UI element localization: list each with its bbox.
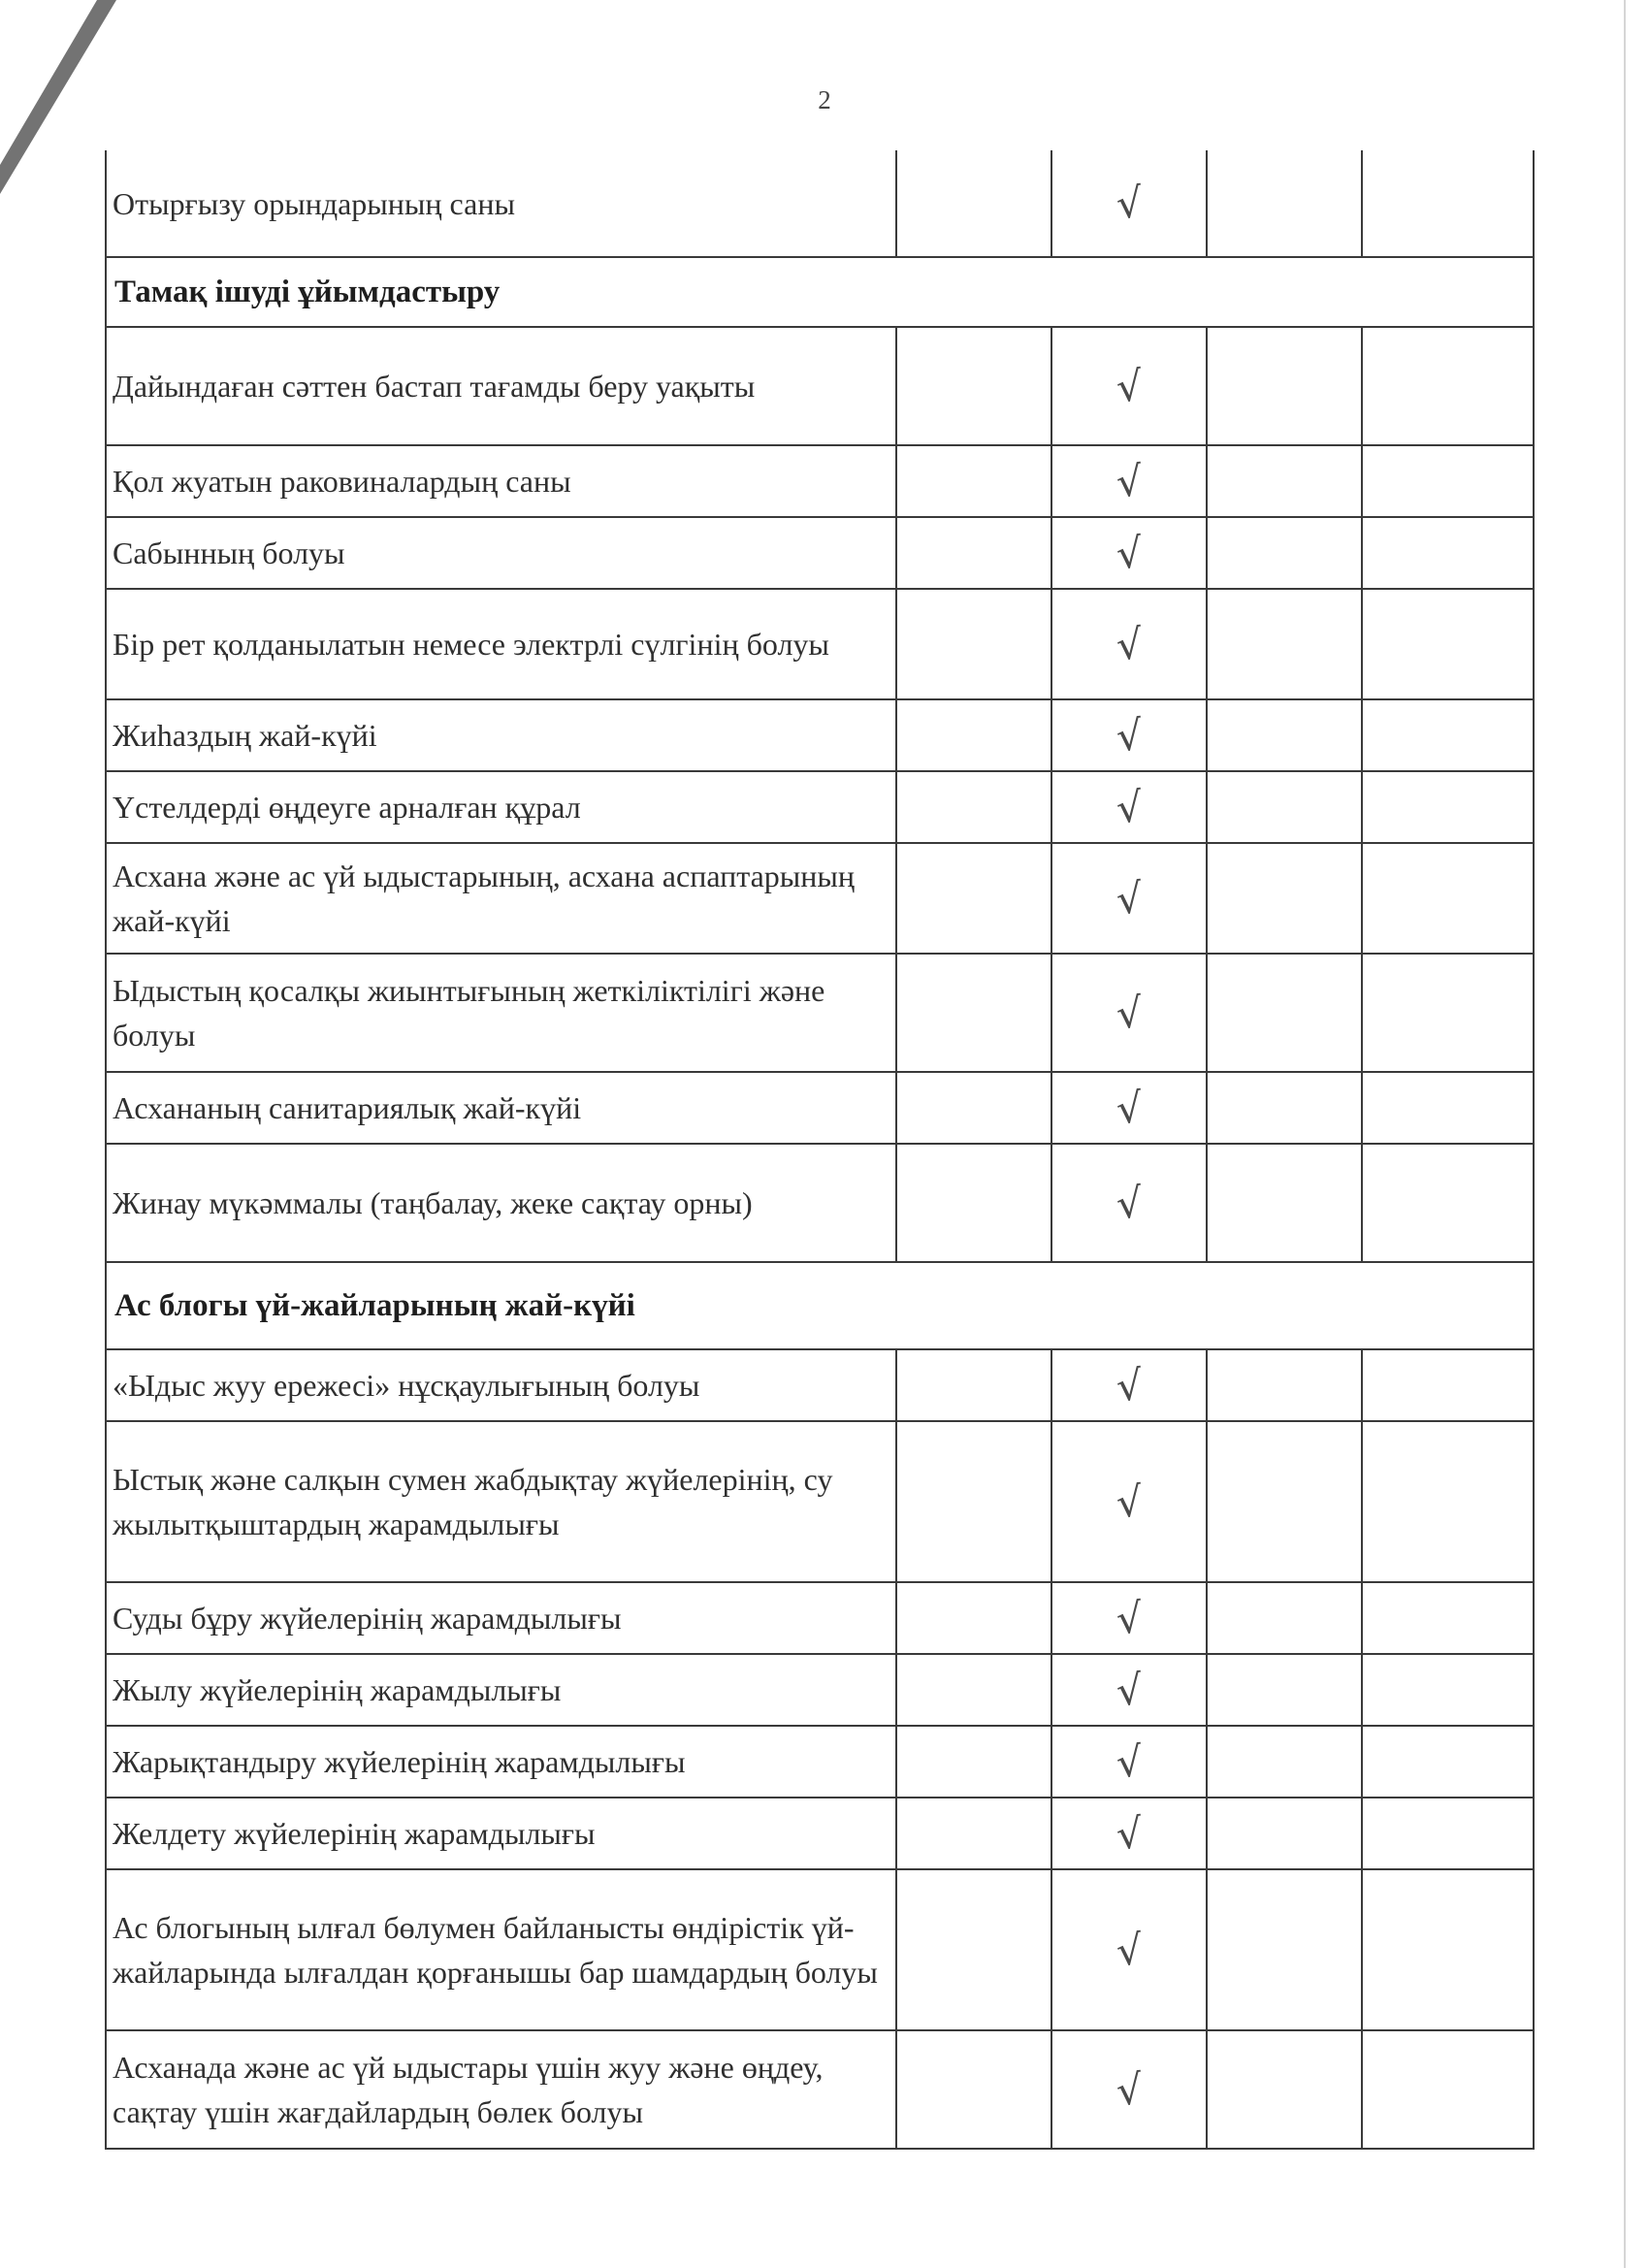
mark-cell-1: [896, 589, 1051, 699]
table-row: [106, 327, 1534, 445]
mark-cell-2: [1051, 327, 1207, 445]
check-mark-icon: √: [1114, 873, 1145, 923]
mark-cell-2: [1051, 1582, 1207, 1654]
mark-cell-2: [1051, 1654, 1207, 1726]
mark-cell-1: [896, 517, 1051, 589]
item-label: Жылу жүйелерінің жарамдылығы: [106, 1654, 896, 1726]
check-mark-icon: √: [1114, 1925, 1145, 1975]
mark-cell-3: [1207, 1654, 1362, 1726]
check-mark-icon: √: [1114, 456, 1145, 506]
check-mark-icon: √: [1114, 2064, 1145, 2115]
check-mark-icon: √: [1114, 528, 1145, 578]
mark-cell-2: [1051, 1726, 1207, 1798]
check-mark-icon: √: [1114, 1808, 1145, 1859]
mark-cell-3: [1207, 1144, 1362, 1262]
mark-cell-3: [1207, 327, 1362, 445]
mark-cell-1: [896, 843, 1051, 954]
item-label: Үстелдерді өңдеуге арналған құрал: [106, 771, 896, 843]
table-row: [106, 589, 1534, 699]
table-row: [106, 1072, 1534, 1144]
item-label: «Ыдыс жуу ережесі» нұсқаулығының болуы: [106, 1349, 896, 1421]
mark-cell-3: [1207, 954, 1362, 1072]
mark-cell-3: [1207, 1349, 1362, 1421]
item-label: Асханада және ас үй ыдыстары үшін жуу және өңдеу, сақтау үшін жағдайлардың бөлек болуы: [106, 2030, 896, 2149]
page-number: 2: [818, 85, 831, 114]
mark-cell-3: [1207, 2030, 1362, 2149]
mark-cell-4: [1362, 1582, 1534, 1654]
mark-cell-2: [1051, 1798, 1207, 1869]
mark-cell-2: [1051, 445, 1207, 517]
table-row: [106, 150, 1534, 257]
mark-cell-1: [896, 1654, 1051, 1726]
mark-cell-4: [1362, 1349, 1534, 1421]
mark-cell-2: [1051, 517, 1207, 589]
mark-cell-4: [1362, 589, 1534, 699]
item-label: Ыдыстың қосалқы жиынтығының жеткіліктілігі және болуы: [106, 954, 896, 1072]
table-row: [106, 1144, 1534, 1262]
checklist-table: [105, 150, 1535, 2150]
check-mark-icon: √: [1114, 1593, 1145, 1643]
item-label: Қол жуатын раковиналардың саны: [106, 445, 896, 517]
mark-cell-3: [1207, 1072, 1362, 1144]
table-row: [106, 843, 1534, 954]
item-label: Суды бұру жүйелерінің жарамдылығы: [106, 1582, 896, 1654]
mark-cell-3: [1207, 445, 1362, 517]
mark-cell-1: [896, 327, 1051, 445]
mark-cell-3: [1207, 1421, 1362, 1582]
check-mark-icon: √: [1114, 619, 1145, 669]
item-label: Сабынның болуы: [106, 517, 896, 589]
check-mark-icon: √: [1114, 988, 1145, 1038]
checklist-body: [106, 150, 1534, 2149]
check-mark-icon: √: [1114, 1178, 1145, 1228]
mark-cell-1: [896, 1582, 1051, 1654]
item-label: Жарықтандыру жүйелерінің жарамдылығы: [106, 1726, 896, 1798]
check-mark-icon: √: [1114, 1083, 1145, 1133]
table-row: [106, 1654, 1534, 1726]
mark-cell-2: [1051, 589, 1207, 699]
mark-cell-1: [896, 954, 1051, 1072]
mark-cell-3: [1207, 150, 1362, 257]
mark-cell-3: [1207, 843, 1362, 954]
mark-cell-1: [896, 699, 1051, 771]
mark-cell-4: [1362, 699, 1534, 771]
item-label: Асхана және ас үй ыдыстарының, асхана аспаптарының жай-күйі: [106, 843, 896, 954]
check-mark-icon: √: [1114, 1665, 1145, 1715]
mark-cell-2: [1051, 1144, 1207, 1262]
mark-cell-2: [1051, 771, 1207, 843]
check-mark-icon: √: [1114, 1476, 1145, 1527]
table-row: [106, 1798, 1534, 1869]
section-heading: Тамақ ішуді ұйымдастыру: [106, 257, 1534, 327]
item-label: Жинау мүкәммалы (таңбалау, жеке сақтау орны): [106, 1144, 896, 1262]
section-row: [106, 257, 1534, 327]
table-row: [106, 771, 1534, 843]
table-row: [106, 2030, 1534, 2149]
mark-cell-4: [1362, 517, 1534, 589]
section-heading: Ас блогы үй-жайларының жай-күйі: [106, 1262, 1534, 1349]
mark-cell-1: [896, 1144, 1051, 1262]
mark-cell-4: [1362, 954, 1534, 1072]
check-mark-icon: √: [1114, 710, 1145, 761]
mark-cell-2: [1051, 843, 1207, 954]
mark-cell-3: [1207, 1869, 1362, 2030]
mark-cell-4: [1362, 1869, 1534, 2030]
mark-cell-4: [1362, 771, 1534, 843]
mark-cell-1: [896, 1349, 1051, 1421]
mark-cell-4: [1362, 2030, 1534, 2149]
section-row: [106, 1262, 1534, 1349]
table-row: [106, 517, 1534, 589]
mark-cell-4: [1362, 150, 1534, 257]
item-label: Ыстық және салқын сумен жабдықтау жүйелерінің, су жылытқыштардың жарамдылығы: [106, 1421, 896, 1582]
mark-cell-4: [1362, 1726, 1534, 1798]
mark-cell-2: [1051, 954, 1207, 1072]
mark-cell-3: [1207, 517, 1362, 589]
scan-page-edge: [1624, 0, 1626, 2268]
item-label: Желдету жүйелерінің жарамдылығы: [106, 1798, 896, 1869]
mark-cell-1: [896, 1726, 1051, 1798]
mark-cell-4: [1362, 445, 1534, 517]
mark-cell-3: [1207, 1798, 1362, 1869]
table-row: [106, 1349, 1534, 1421]
item-label: Жиһаздың жай-күйі: [106, 699, 896, 771]
mark-cell-3: [1207, 771, 1362, 843]
mark-cell-2: [1051, 1869, 1207, 2030]
mark-cell-4: [1362, 1421, 1534, 1582]
table-row: [106, 445, 1534, 517]
item-label: Асхананың санитариялық жай-күйі: [106, 1072, 896, 1144]
mark-cell-1: [896, 445, 1051, 517]
table-row: [106, 1726, 1534, 1798]
mark-cell-2: [1051, 2030, 1207, 2149]
table-row: [106, 699, 1534, 771]
table-row: [106, 1582, 1534, 1654]
mark-cell-3: [1207, 699, 1362, 771]
mark-cell-3: [1207, 1582, 1362, 1654]
check-mark-icon: √: [1114, 178, 1145, 229]
item-label: Отырғызу орындарының саны: [106, 150, 896, 257]
mark-cell-4: [1362, 1654, 1534, 1726]
mark-cell-4: [1362, 327, 1534, 445]
mark-cell-2: [1051, 699, 1207, 771]
mark-cell-4: [1362, 1798, 1534, 1869]
check-mark-icon: √: [1114, 782, 1145, 832]
mark-cell-1: [896, 1072, 1051, 1144]
mark-cell-1: [896, 1869, 1051, 2030]
mark-cell-2: [1051, 150, 1207, 257]
mark-cell-2: [1051, 1349, 1207, 1421]
mark-cell-1: [896, 150, 1051, 257]
item-label: Бір рет қолданылатын немесе электрлі сүлгінің болуы: [106, 589, 896, 699]
mark-cell-1: [896, 1798, 1051, 1869]
mark-cell-4: [1362, 1072, 1534, 1144]
mark-cell-1: [896, 1421, 1051, 1582]
mark-cell-3: [1207, 1726, 1362, 1798]
item-label: Ас блогының ылғал бөлумен байланысты өндірістік үй-жайларында ылғалдан қорғанышы бар шамдардың болуы: [106, 1869, 896, 2030]
mark-cell-1: [896, 771, 1051, 843]
mark-cell-4: [1362, 843, 1534, 954]
check-mark-icon: √: [1114, 1360, 1145, 1410]
mark-cell-2: [1051, 1421, 1207, 1582]
table-row: [106, 954, 1534, 1072]
mark-cell-1: [896, 2030, 1051, 2149]
check-mark-icon: √: [1114, 361, 1145, 411]
item-label: Дайындаған сәттен бастап тағамды беру уақыты: [106, 327, 896, 445]
mark-cell-4: [1362, 1144, 1534, 1262]
table-row: [106, 1869, 1534, 2030]
mark-cell-3: [1207, 589, 1362, 699]
scan-folded-corner: [0, 0, 97, 165]
mark-cell-2: [1051, 1072, 1207, 1144]
table-row: [106, 1421, 1534, 1582]
check-mark-icon: √: [1114, 1736, 1145, 1787]
